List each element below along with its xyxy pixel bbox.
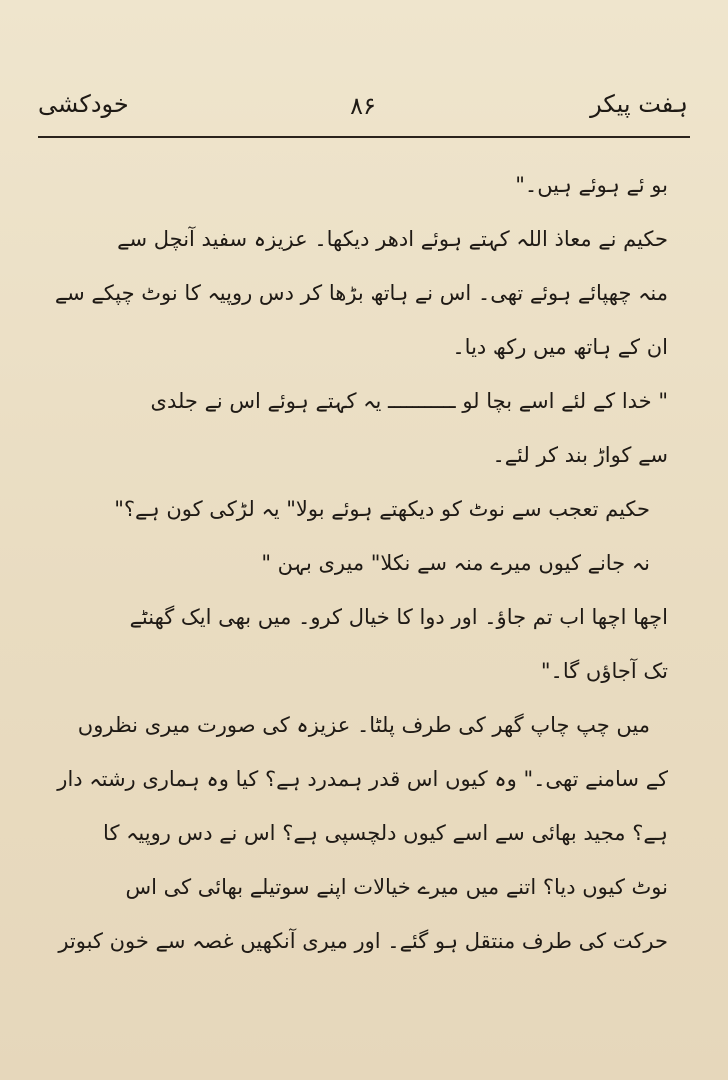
text-line: ہے؟ مجید بھائی سے اسے کیوں دلچسپی ہے؟ اس نے دس روپیہ کا (103, 821, 668, 845)
text-line: ان کے ہاتھ میں رکھ دیا۔ (452, 335, 668, 359)
header-divider (38, 136, 690, 138)
text-line: " خدا کے لئے اسے بچا لو ـــــــــــ یہ کہتے ہوئے اس نے جلدی (150, 389, 668, 413)
page-number: ۸۶ (350, 92, 376, 120)
page-header (38, 88, 688, 128)
text-line: میں چپ چاپ گھر کی طرف پلٹا۔ عزیزہ کی صورت میری نظروں (77, 713, 650, 737)
chapter-title: خودکشی (38, 90, 129, 118)
text-line: اچھا اچھا اب تم جاؤ۔ اور دوا کا خیال کرو۔ میں بھی ایک گھنٹے (129, 605, 668, 629)
text-line: سے کواڑ بند کر لئے۔ (492, 443, 668, 467)
book-title: ہفت پیکر (590, 90, 688, 118)
text-line: نوٹ کیوں دیا؟ اتنے میں میرے خیالات اپنے سوتیلے بھائی کی اس (125, 875, 668, 899)
text-line: تک آجاؤں گا۔" (540, 659, 668, 683)
text-line: حکیم تعجب سے نوٹ کو دیکھتے ہوئے بولا" یہ لڑکی کون ہے؟" (114, 497, 650, 521)
text-line: کے سامنے تھی۔" وہ کیوں اس قدر ہمدرد ہے؟ کیا وہ ہماری رشتہ دار (57, 767, 668, 791)
text-line: نہ جانے کیوں میرے منہ سے نکلا" میری بہن " (261, 551, 650, 575)
text-line: منہ چھپائے ہوئے تھی۔ اس نے ہاتھ بڑھا کر دس روپیہ کا نوٹ چپکے سے (54, 281, 668, 305)
text-line: بو ئے ہوئے ہیں۔" (515, 173, 668, 197)
text-line: حرکت کی طرف منتقل ہو گئے۔ اور میری آنکھیں غصہ سے خون کبوتر (58, 929, 668, 953)
text-line: حکیم نے معاذ اللہ کہتے ہوئے ادھر دیکھا۔ عزیزہ سفید آنچل سے (117, 227, 668, 251)
page-body (40, 172, 668, 982)
